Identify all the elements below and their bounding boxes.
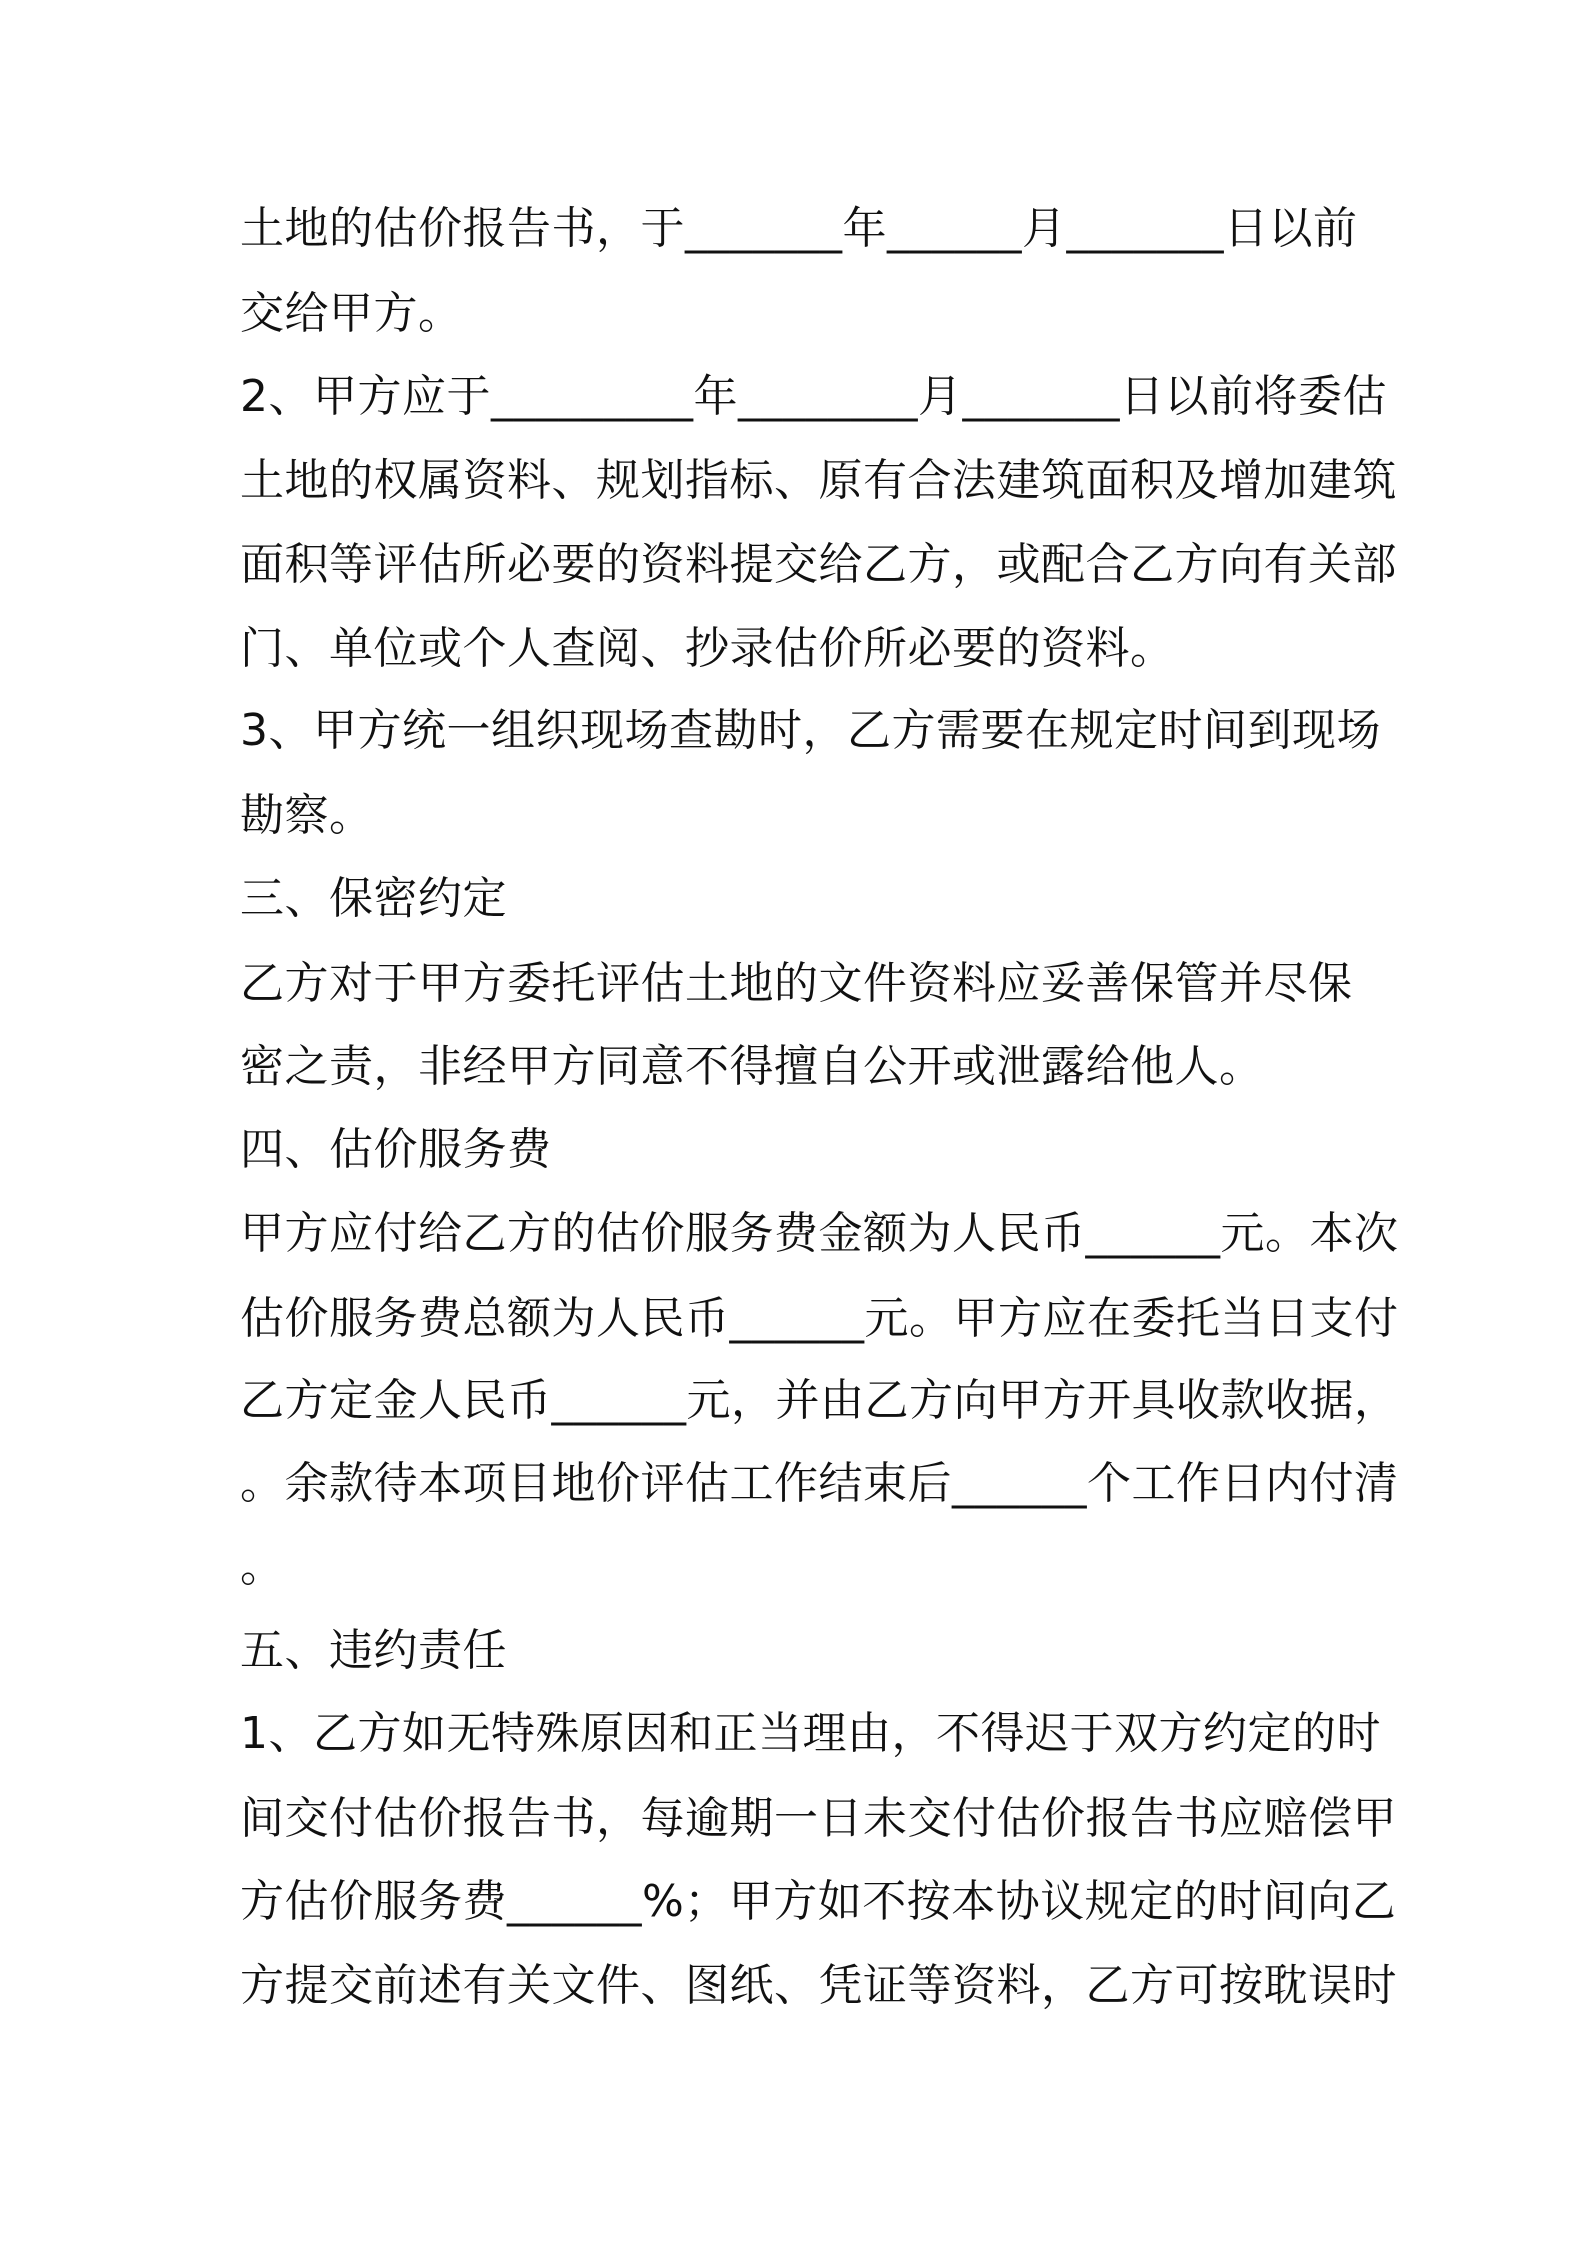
text-line: 。余款待本项目地价评估工作结束后______个工作日内付清 bbox=[240, 1458, 1399, 1509]
text-line: 乙方对于甲方委托评估土地的文件资料应妥善保管并尽保 bbox=[240, 958, 1353, 1009]
text-line: 门、单位或个人查阅、抄录估价所必要的资料。 bbox=[240, 623, 1175, 674]
text-line: 方提交前述有关文件、图纸、凭证等资料，乙方可按耽误时 bbox=[240, 1960, 1397, 2011]
text-line: 面积等评估所必要的资料提交给乙方，或配合乙方向有关部 bbox=[240, 539, 1397, 590]
text-line: 乙方定金人民币______元，并由乙方向甲方开具收款收据， bbox=[240, 1375, 1399, 1426]
text-line: 交给甲方。 bbox=[240, 288, 463, 339]
text-line: 估价服务费总额为人民币______元。甲方应在委托当日支付 bbox=[240, 1293, 1399, 1344]
text-line: 2、甲方应于_________年________月_______日以前将委估 bbox=[240, 371, 1387, 422]
text-line: 勘察。 bbox=[240, 790, 374, 841]
text-line: 土地的权属资料、规划指标、原有合法建筑面积及增加建筑 bbox=[240, 455, 1397, 506]
text-line: 间交付估价报告书，每逾期一日未交付估价报告书应赔偿甲 bbox=[240, 1793, 1397, 1844]
text-line: 3、甲方统一组织现场查勘时，乙方需要在规定时间到现场 bbox=[240, 705, 1381, 756]
text-line: 密之责，非经甲方同意不得擅自公开或泄露给他人。 bbox=[240, 1041, 1264, 1092]
text-line: 土地的估价报告书，于_______年______月_______日以前 bbox=[240, 203, 1358, 254]
section-heading: 四、估价服务费 bbox=[240, 1124, 552, 1175]
text-line: 方估价服务费______%；甲方如不按本协议规定的时间向乙 bbox=[240, 1876, 1397, 1927]
text-line: 。 bbox=[240, 1541, 285, 1592]
section-heading: 五、违约责任 bbox=[240, 1625, 507, 1676]
section-heading: 三、保密约定 bbox=[240, 873, 507, 924]
text-line: 1、乙方如无特殊原因和正当理由，不得迟于双方约定的时 bbox=[240, 1708, 1381, 1759]
text-line: 甲方应付给乙方的估价服务费金额为人民币______元。本次 bbox=[240, 1208, 1399, 1259]
